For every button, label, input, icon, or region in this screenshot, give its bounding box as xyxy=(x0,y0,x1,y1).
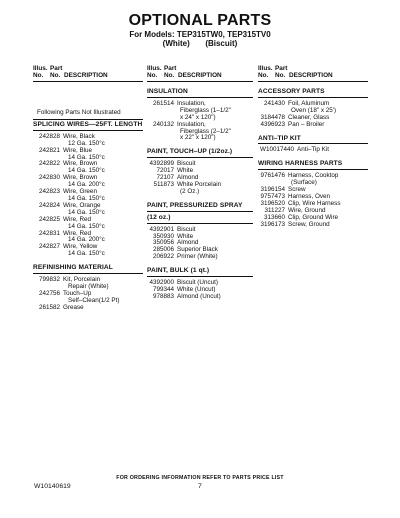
description-line: (2 Oz.) xyxy=(180,187,200,195)
part-row xyxy=(33,134,143,148)
description-line: Oven (18" x 25') xyxy=(291,106,337,114)
part-description xyxy=(63,175,143,189)
part-row xyxy=(33,305,143,312)
part-number: 72017 xyxy=(156,167,174,175)
part-row xyxy=(147,294,253,301)
description-line: Fiberglass (1–1/2" xyxy=(180,106,231,114)
parts-section xyxy=(147,268,253,301)
part-row xyxy=(33,189,143,203)
parts-section xyxy=(33,122,143,258)
part-number: 240132 xyxy=(152,120,174,128)
column-header xyxy=(147,65,253,82)
section-title-text: REFINISHING MATERIAL xyxy=(33,264,113,272)
section-title xyxy=(258,136,368,145)
part-description xyxy=(288,101,368,115)
part-description xyxy=(63,305,143,312)
description-line: Superior Black xyxy=(177,246,218,254)
description-line: Wire, Green xyxy=(63,188,97,196)
part-number: 3196173 xyxy=(260,220,285,228)
description-line: Fiberglass (2–1/2" xyxy=(180,127,231,135)
part-row xyxy=(33,231,143,245)
description-line: White (Uncut) xyxy=(177,285,216,293)
description-line: White Porcelain xyxy=(177,180,222,188)
section-title xyxy=(33,122,143,131)
part-number: 242824 xyxy=(38,201,60,209)
parts-section xyxy=(258,89,368,129)
part-number: 242756 xyxy=(38,289,60,297)
part-description xyxy=(288,173,368,187)
description-line: Biscuit xyxy=(177,160,196,168)
description-line: Wire, Black xyxy=(63,132,95,140)
description-line: Wire, Ground xyxy=(288,206,326,214)
ordering-info-note: FOR ORDERING INFORMATION REFER TO PARTS PRICE LIST xyxy=(116,475,284,481)
section-title-text: SPLICING WIRES—25FT. LENGTH xyxy=(33,120,143,128)
section-list xyxy=(33,122,143,312)
part-number: 3196520 xyxy=(260,199,285,207)
description-line: 14 Ga. 150°c xyxy=(68,222,105,230)
part-description xyxy=(297,147,368,154)
description-line: Anti–Tip Kit xyxy=(297,146,329,154)
description-line: Kit, Porcelain xyxy=(63,276,101,284)
parts-section xyxy=(258,161,368,228)
part-number: 242830 xyxy=(38,174,60,182)
description-line: 14 Ga. 200°c xyxy=(68,236,105,244)
part-row xyxy=(33,277,143,291)
part-row xyxy=(33,217,143,231)
description-line: Self–Clean(1/2 Pt) xyxy=(68,296,120,304)
part-number: 242831 xyxy=(38,229,60,237)
description-line: Almond (Uncut) xyxy=(177,292,221,300)
colors-line: (White) (Biscuit) xyxy=(162,39,238,48)
description-line: Biscuit (Uncut) xyxy=(177,279,218,287)
section-title-text: PAINT, PRESSURIZED SPRAY xyxy=(147,201,243,209)
part-number: 4392899 xyxy=(149,160,174,168)
part-description xyxy=(177,101,253,122)
description-line: x 24" x 120") xyxy=(180,113,216,121)
part-description xyxy=(177,254,253,261)
part-number: 3196154 xyxy=(260,186,285,194)
parts-section xyxy=(147,89,253,142)
part-description xyxy=(63,277,143,291)
description-line: Foil, Aluminum xyxy=(288,99,330,107)
part-description xyxy=(288,222,368,229)
description-line: 14 Ga. 200°c xyxy=(68,181,105,189)
part-header: Part No. xyxy=(275,65,288,79)
part-description xyxy=(63,161,143,175)
description-header: DESCRIPTION xyxy=(178,72,222,79)
description-line: Wire, Blue xyxy=(63,146,93,154)
column-right xyxy=(258,65,368,229)
part-number: 350956 xyxy=(152,239,174,247)
section-title-text: WIRING HARNESS PARTS xyxy=(258,160,343,168)
part-number: 799832 xyxy=(38,276,60,284)
description-line: Screw xyxy=(288,186,306,194)
part-header: Part No. xyxy=(164,65,177,79)
part-description xyxy=(63,244,143,258)
section-title xyxy=(147,149,253,158)
part-description xyxy=(177,122,253,143)
section-title-text: PAINT, BULK (1 qt.) xyxy=(147,267,210,275)
part-description xyxy=(177,182,253,196)
description-line: 14 Ga. 150°c xyxy=(68,194,105,202)
page-number: 7 xyxy=(198,483,202,490)
part-number: 4392901 xyxy=(149,225,174,233)
description-line: Clip, Ground Wire xyxy=(288,213,339,221)
column-left xyxy=(33,65,143,312)
description-line: 14 Ga. 150°c xyxy=(68,250,105,258)
section-title xyxy=(147,89,253,98)
description-line: Insulation, xyxy=(177,120,206,128)
part-number: 206922 xyxy=(152,253,174,261)
parts-section xyxy=(147,149,253,195)
illus-header: Illus. No. xyxy=(147,65,162,79)
description-line: 14 Ga. 150°c xyxy=(68,208,105,216)
part-description xyxy=(63,231,143,245)
description-line: x 22" x 120") xyxy=(180,134,216,142)
part-number: 3184478 xyxy=(260,113,285,121)
parts-section xyxy=(258,136,368,155)
description-line: Screw, Ground xyxy=(288,220,330,228)
note-block xyxy=(33,108,143,120)
section-title xyxy=(147,203,253,212)
part-row xyxy=(147,122,253,143)
part-number: 9761476 xyxy=(260,172,285,180)
part-number: 311227 xyxy=(264,206,285,214)
part-row xyxy=(258,101,368,115)
section-list xyxy=(258,89,368,229)
description-line: 12 Ga. 150°c xyxy=(68,139,105,147)
section-title-text: INSULATION xyxy=(147,88,188,95)
section-title xyxy=(147,268,253,277)
part-number: 241430 xyxy=(263,99,285,107)
not-illustrated-note: Following Parts Not Illustrated xyxy=(33,108,143,120)
section-list xyxy=(147,89,253,301)
column-header xyxy=(33,65,143,82)
part-number: 242821 xyxy=(38,146,60,154)
part-number: 242825 xyxy=(38,215,60,223)
part-description xyxy=(63,217,143,231)
description-line: Wire, Orange xyxy=(63,201,101,209)
description-line: Wire, Brown xyxy=(63,160,98,168)
part-row xyxy=(33,244,143,258)
description-line: Clip, Wire Harness xyxy=(288,199,341,207)
illus-header: Illus. No. xyxy=(258,65,273,79)
model-numbers xyxy=(0,30,400,48)
part-number: 4396923 xyxy=(260,120,285,128)
section-title-text: PAINT, TOUCH–UP (1/2oz.) xyxy=(147,148,233,156)
part-description xyxy=(63,134,143,148)
part-row xyxy=(33,161,143,175)
part-row xyxy=(33,148,143,162)
description-line: 14 Ga. 150°c xyxy=(68,167,105,175)
part-row xyxy=(258,173,368,187)
parts-section xyxy=(147,203,253,261)
part-number: 261514 xyxy=(152,99,174,107)
part-description xyxy=(63,189,143,203)
description-line: White xyxy=(177,232,194,240)
column-header xyxy=(258,65,368,82)
description-line: Wire, Red xyxy=(63,229,91,237)
part-row xyxy=(33,203,143,217)
part-number: W10017440 xyxy=(260,146,294,154)
description-line: White xyxy=(177,167,194,175)
description-line: Repair (White) xyxy=(68,282,109,290)
part-description xyxy=(63,203,143,217)
part-description xyxy=(63,148,143,162)
part-number: 242823 xyxy=(38,188,60,196)
part-row xyxy=(33,175,143,189)
description-line: (Surface) xyxy=(291,179,317,187)
description-line: Touch–Up xyxy=(63,289,92,297)
section-title-text: ACCESSORY PARTS xyxy=(258,88,325,95)
column-middle xyxy=(147,65,253,301)
part-number: 978883 xyxy=(152,292,174,300)
part-number: 350930 xyxy=(152,232,174,240)
description-line: Harness, Cooktop xyxy=(288,172,339,180)
part-number: 799344 xyxy=(152,285,174,293)
part-description xyxy=(63,291,143,305)
description-line: Almond xyxy=(177,174,199,182)
section-title-text: ANTI–TIP KIT xyxy=(258,134,301,142)
part-description xyxy=(288,122,368,129)
part-row xyxy=(147,254,253,261)
description-line: Pan – Broiler xyxy=(288,120,325,128)
section-title xyxy=(33,265,143,274)
section-title xyxy=(258,161,368,170)
description-line: 14 Ga. 150°c xyxy=(68,153,105,161)
description-line: Primer (White) xyxy=(177,253,218,261)
description-header: DESCRIPTION xyxy=(64,72,108,79)
part-number: 511873 xyxy=(153,180,174,188)
section-title xyxy=(258,89,368,98)
description-line: Wire, Brown xyxy=(63,174,98,182)
part-row xyxy=(258,147,368,154)
part-row xyxy=(33,291,143,305)
parts-section xyxy=(33,265,143,311)
models-line: For Models: TEP315TW0, TEP315TV0 xyxy=(129,30,271,39)
description-line: Biscuit xyxy=(177,225,196,233)
part-row xyxy=(147,182,253,196)
part-row xyxy=(258,122,368,129)
part-number: 242822 xyxy=(38,160,60,168)
description-header: DESCRIPTION xyxy=(289,72,333,79)
part-number: 285006 xyxy=(152,246,174,254)
part-number: 72107 xyxy=(156,174,174,182)
description-line: Insulation, xyxy=(177,99,206,107)
part-number: 261582 xyxy=(38,303,60,311)
description-line: Grease xyxy=(63,303,84,311)
page-title: OPTIONAL PARTS xyxy=(128,12,272,29)
part-row xyxy=(147,101,253,122)
part-number: 4392900 xyxy=(149,279,174,287)
part-number: 313660 xyxy=(263,213,285,221)
description-line: Cleaner, Glass xyxy=(288,113,330,121)
part-header: Part No. xyxy=(50,65,63,79)
description-line: Wire, Red xyxy=(63,215,91,223)
part-row xyxy=(258,222,368,229)
section-title-line2: (12 oz.) xyxy=(147,215,253,224)
description-line: Harness, Oven xyxy=(288,192,330,200)
description-line: Wire, Yellow xyxy=(63,243,98,251)
part-number: 242828 xyxy=(38,132,60,140)
illus-header: Illus. No. xyxy=(33,65,48,79)
document-number: W10140619 xyxy=(34,483,71,490)
description-line: Almond xyxy=(177,239,199,247)
part-number: 242827 xyxy=(38,243,60,251)
part-description xyxy=(177,294,253,301)
part-number: 9757473 xyxy=(260,192,285,200)
